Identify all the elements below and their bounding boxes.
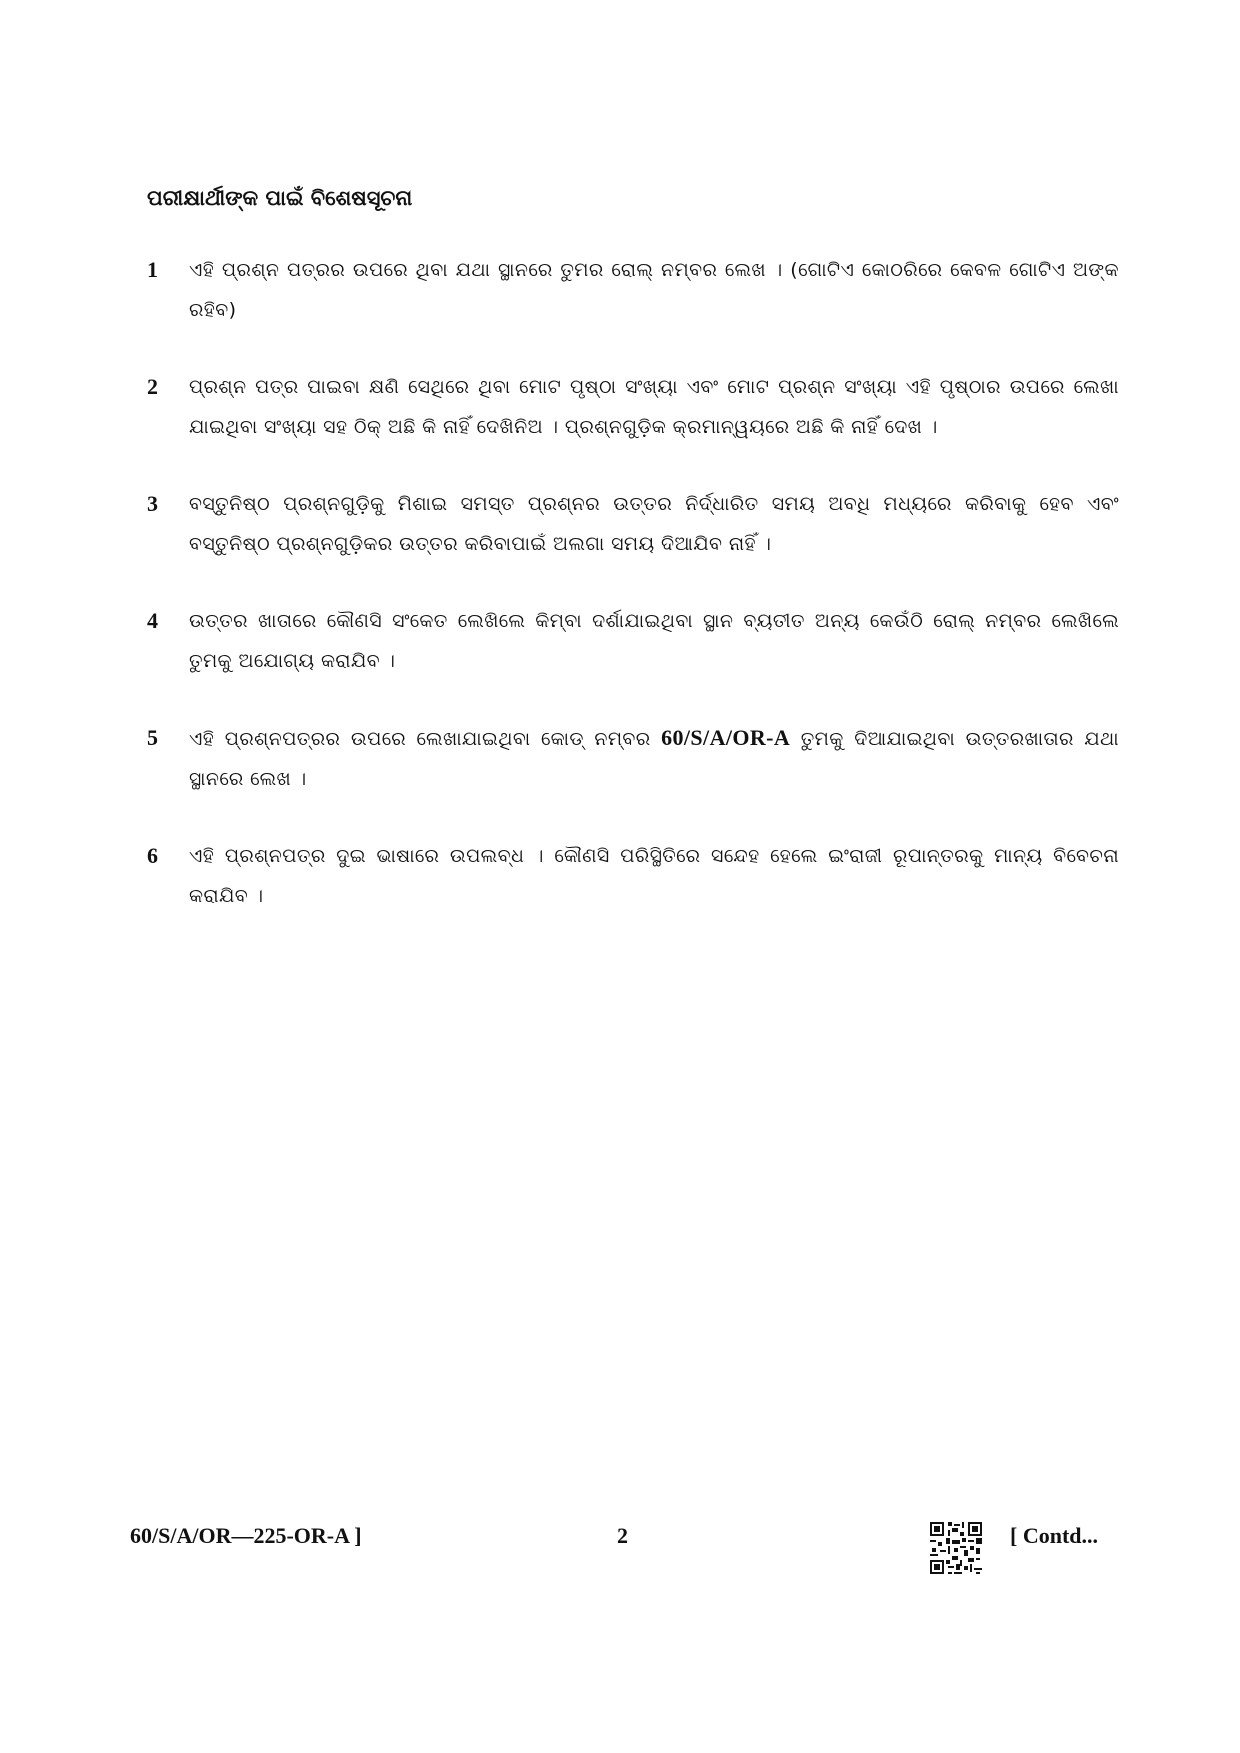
- footer-paper-code: 60/S/A/OR—225-OR-A ]: [130, 1523, 362, 1548]
- instructions-list: [147, 250, 1119, 953]
- continued-label: [ Contd...: [1010, 1523, 1099, 1548]
- instruction-item-2: [147, 367, 1119, 447]
- instruction-item-5: [147, 718, 1119, 799]
- instruction-item-4: [147, 601, 1119, 681]
- instruction-number: 1: [147, 257, 159, 282]
- instruction-text: ବସ୍ତୁନିଷ୍ଠ ପ୍ରଶ୍ନଗୁଡ଼ିକୁ ମିଶାଇ ସମସ୍ତ ପ୍ରଶ୍ନର ଉତ୍ତର ନିର୍ଦ୍ଧାରିତ ସମୟ ଅବଧି ମଧ୍ୟରେ କରିବାକୁ ହେବ ଏବଂ ବସ୍ତୁନିଷ୍ଠ ପ୍ରଶ୍ନଗୁଡ଼ିକର ଉତ୍ତର କରିବାପାଇଁ ଅଲଗା ସମୟ ଦିଆଯିବ ନାହିଁ ।: [189, 493, 1119, 555]
- page-number: 2: [617, 1523, 628, 1548]
- instruction-number: 3: [147, 491, 159, 516]
- instruction-item-1: [147, 250, 1119, 330]
- instruction-number: 2: [147, 374, 159, 399]
- instruction-text: ପ୍ରଶ୍ନ ପତ୍ର ପାଇବା କ୍ଷଣି ସେଥିରେ ଥିବା ମୋଟ ପୃଷ୍ଠା ସଂଖ୍ୟା ଏବଂ ମୋଟ ପ୍ରଶ୍ନ ସଂଖ୍ୟା ଏହି ପୃଷ୍ଠାର ଉପରେ ଲେଖା ଯାଇଥିବା ସଂଖ୍ୟା ସହ ଠିକ୍ ଅଛି କି ନାହିଁ ଦେଖିନିଅ । ପ୍ରଶ୍ନଗୁଡ଼ିକ କ୍ରମାନ୍ୱୟରେ ଅଛି କି ନାହିଁ ଦେଖ ।: [189, 376, 1119, 438]
- instruction-text: ଉତ୍ତର ଖାତାରେ କୌଣସି ସଂକେତ ଲେଖିଲେ କିମ୍ବା ଦର୍ଶାଯାଇଥିବା ସ୍ଥାନ ବ୍ୟତୀତ ଅନ୍ୟ କେଉଁଠି ରୋଲ୍ ନମ୍ବର ଲେଖିଲେ ତୁମକୁ ଅଯୋଗ୍ୟ କରାଯିବ ।: [189, 610, 1119, 672]
- instruction-number: 6: [147, 843, 159, 868]
- question-paper-code: 60/S/A/OR-A: [661, 725, 791, 750]
- instruction-text: ଏହି ପ୍ରଶ୍ନ ପତ୍ରର ଉପରେ ଥିବା ଯଥା ସ୍ଥାନରେ ତୁମର ରୋଲ୍ ନମ୍ବର ଲେଖ । (ଗୋଟିଏ କୋଠରିରେ କେବଳ ଗୋଟିଏ ଅଙ୍କ ରହିବ): [189, 259, 1119, 321]
- qr-code-icon: [928, 1520, 984, 1576]
- page-heading: ପରୀକ୍ଷାର୍ଥୀଙ୍କ ପାଇଁ ବିଶେଷସୂଚନା: [147, 186, 413, 210]
- instruction-text-before-code: ଏହି ପ୍ରଶ୍ନପତ୍ରର ଉପରେ ଲେଖାଯାଇଥିବା କୋଡ୍ ନମ୍ବର: [189, 728, 662, 750]
- instruction-number: 4: [147, 608, 159, 633]
- instruction-text-after-code: ତୁମକୁ ଦିଆଯାଇଥିବା ଉତ୍ତରଖାତାର ଯଥା ସ୍ଥାନରେ ଲେଖ ।: [189, 728, 1119, 790]
- instruction-text: ଏହି ପ୍ରଶ୍ନପତ୍ର ଦୁଇ ଭାଷାରେ ଉପଲବ୍ଧ । କୌଣସି ପରିସ୍ଥିତିରେ ସନ୍ଦେହ ହେଲେ ଇଂରାଜୀ ରୂପାନ୍ତରକୁ ମାନ୍ୟ ବିବେଚନା କରାଯିବ ।: [189, 845, 1119, 907]
- instruction-item-6: [147, 836, 1119, 916]
- instruction-text: [189, 718, 1119, 799]
- instruction-number: 5: [147, 725, 159, 750]
- instruction-item-3: [147, 484, 1119, 564]
- page-footer: [0, 1520, 1240, 1580]
